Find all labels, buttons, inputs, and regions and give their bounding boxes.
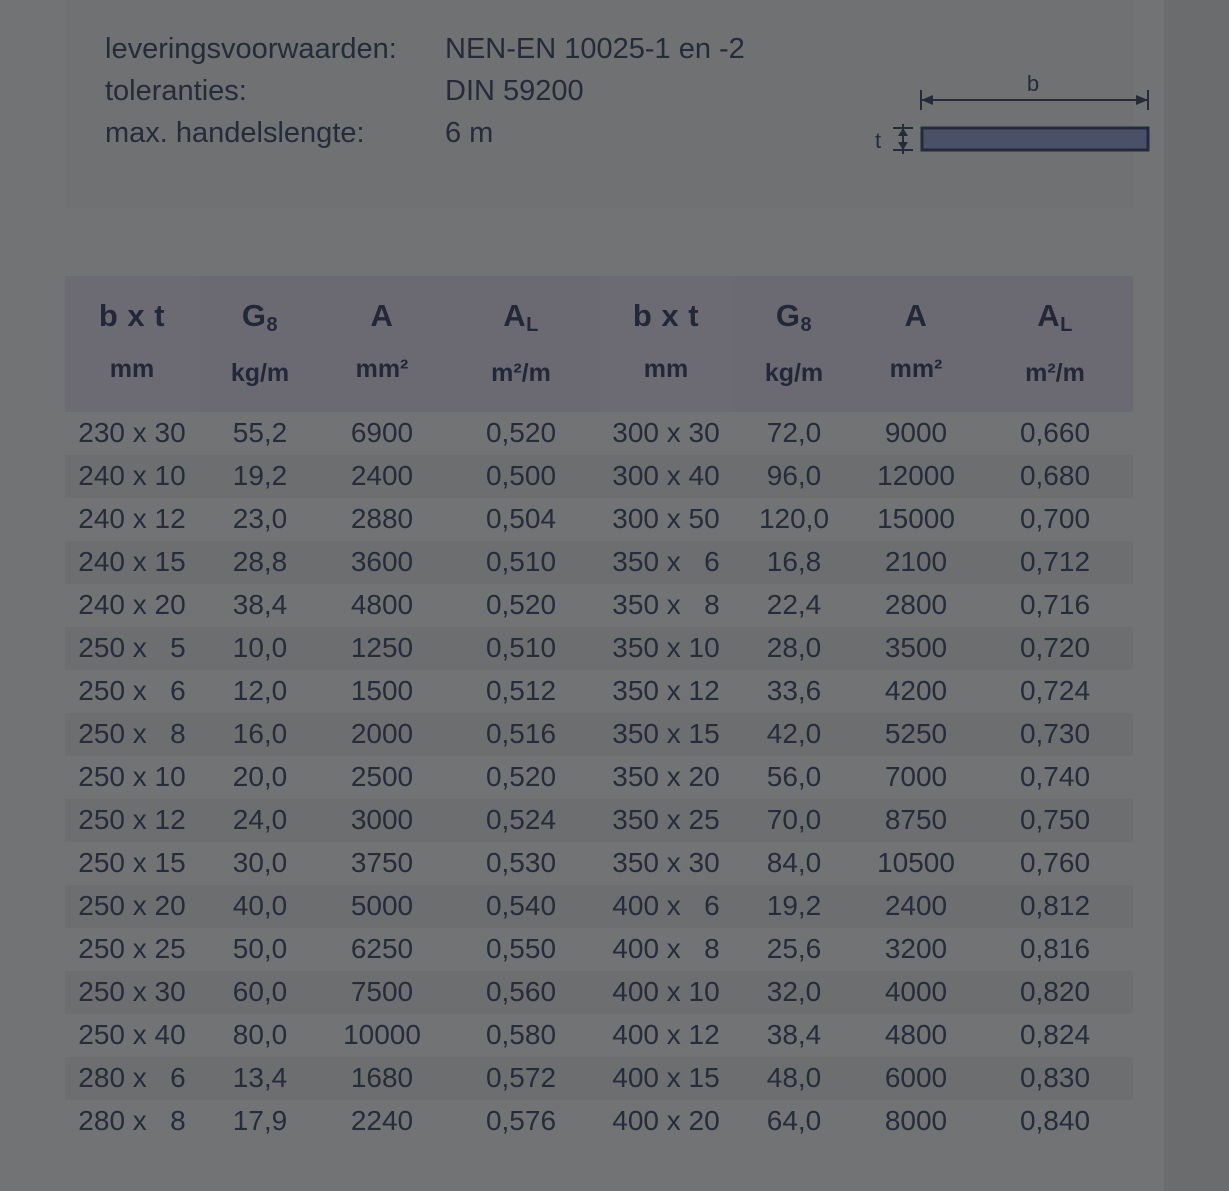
note-row: [105, 112, 745, 154]
table-cell: 400 x 10: [599, 971, 733, 1014]
table-cell: 350 x 30: [599, 842, 733, 885]
table-cell: 2400: [321, 455, 443, 498]
table-cell: 0,730: [977, 713, 1133, 756]
table-cell: 64,0: [733, 1100, 855, 1143]
header-symbol: $G_8$: [241, 298, 279, 336]
header-symbol: $A_L$: [503, 298, 539, 336]
table-row: [65, 799, 1133, 842]
header-unit: mm: [109, 355, 155, 383]
table-cell: 300 x 30: [599, 412, 733, 455]
flat-bar-dimensions-table: [65, 276, 1133, 1143]
table-cell: 0,580: [443, 1014, 599, 1057]
table-cell: 0,840: [977, 1100, 1133, 1143]
header-unit: mm²: [355, 355, 409, 383]
table-cell: 2100: [855, 541, 977, 584]
table-cell: 240 x 10: [65, 455, 199, 498]
table-row: [65, 541, 1133, 584]
table-cell: 48,0: [733, 1057, 855, 1100]
header-symbol: b x t: [98, 298, 166, 333]
table-cell: 120,0: [733, 498, 855, 541]
table-cell: 0,700: [977, 498, 1133, 541]
specification-notes: [105, 28, 745, 154]
table-cell: 72,0: [733, 412, 855, 455]
table-cell: 17,9: [199, 1100, 321, 1143]
table-cell: 0,660: [977, 412, 1133, 455]
table-row: [65, 885, 1133, 928]
table-cell: 400 x 12: [599, 1014, 733, 1057]
table-cell: 230 x 30: [65, 412, 199, 455]
table-cell: 280 x 8: [65, 1100, 199, 1143]
header-col-4: [599, 276, 733, 412]
table-cell: 350 x 20: [599, 756, 733, 799]
table-cell: 80,0: [199, 1014, 321, 1057]
table-row: [65, 756, 1133, 799]
table-cell: 1250: [321, 627, 443, 670]
table-cell: 250 x 6: [65, 670, 199, 713]
table-cell: 0,504: [443, 498, 599, 541]
table-cell: 12000: [855, 455, 977, 498]
right-gutter: [1164, 0, 1229, 1191]
table-cell: 0,824: [977, 1014, 1133, 1057]
table-cell: 13,4: [199, 1057, 321, 1100]
table-cell: 10000: [321, 1014, 443, 1057]
table-cell: 0,576: [443, 1100, 599, 1143]
header-unit: mm: [643, 355, 689, 383]
table-cell: 10500: [855, 842, 977, 885]
table-cell: 6900: [321, 412, 443, 455]
table-cell: 400 x 8: [599, 928, 733, 971]
table-cell: 22,4: [733, 584, 855, 627]
note-value-max-length: 6 m: [445, 117, 494, 149]
table-cell: 0,550: [443, 928, 599, 971]
table-cell: 24,0: [199, 799, 321, 842]
table-cell: 0,740: [977, 756, 1133, 799]
table-cell: 8000: [855, 1100, 977, 1143]
table-row: [65, 1057, 1133, 1100]
table-cell: 0,816: [977, 928, 1133, 971]
table-cell: 8750: [855, 799, 977, 842]
table-cell: 55,2: [199, 412, 321, 455]
table-cell: 19,2: [733, 885, 855, 928]
table-cell: 250 x 15: [65, 842, 199, 885]
table-cell: 350 x 8: [599, 584, 733, 627]
table-cell: 0,512: [443, 670, 599, 713]
table-cell: 250 x 10: [65, 756, 199, 799]
table-cell: 25,6: [733, 928, 855, 971]
table-cell: 400 x 15: [599, 1057, 733, 1100]
table-cell: 240 x 20: [65, 584, 199, 627]
table-cell: 0,760: [977, 842, 1133, 885]
table-cell: 0,524: [443, 799, 599, 842]
flat-bar-cross-section-diagram: [865, 66, 1165, 166]
table-cell: 350 x 10: [599, 627, 733, 670]
table-cell: 0,530: [443, 842, 599, 885]
table-row: [65, 498, 1133, 541]
table-cell: 3200: [855, 928, 977, 971]
table-row: [65, 1100, 1133, 1143]
dimension-label-t: t: [875, 128, 882, 153]
table-cell: 0,572: [443, 1057, 599, 1100]
note-label-max-length: max. handelslengte:: [105, 117, 365, 149]
table-cell: 6250: [321, 928, 443, 971]
header-unit: m²/m: [491, 359, 551, 387]
table-cell: 300 x 50: [599, 498, 733, 541]
header-symbol: A: [370, 298, 394, 333]
table-body: [65, 412, 1133, 1143]
table-cell: 2800: [855, 584, 977, 627]
table-cell: 16,0: [199, 713, 321, 756]
table-cell: 4800: [855, 1014, 977, 1057]
table-header-row: [65, 276, 1133, 412]
table-cell: 2240: [321, 1100, 443, 1143]
table-cell: 1500: [321, 670, 443, 713]
header-col-2: [321, 276, 443, 412]
table-row: [65, 584, 1133, 627]
table-cell: 240 x 12: [65, 498, 199, 541]
table-cell: 56,0: [733, 756, 855, 799]
table-row: [65, 971, 1133, 1014]
table-cell: 240 x 15: [65, 541, 199, 584]
table-cell: 7000: [855, 756, 977, 799]
table-header: [65, 276, 1133, 412]
flat-bar-dimensions-table-wrap: [65, 276, 1133, 1143]
table-cell: 5000: [321, 885, 443, 928]
table-cell: 1680: [321, 1057, 443, 1100]
header-col-6: [855, 276, 977, 412]
table-cell: 84,0: [733, 842, 855, 885]
table-cell: 0,510: [443, 541, 599, 584]
table-cell: 30,0: [199, 842, 321, 885]
table-cell: 300 x 40: [599, 455, 733, 498]
table-cell: 12,0: [199, 670, 321, 713]
table-cell: 4000: [855, 971, 977, 1014]
table-cell: 3500: [855, 627, 977, 670]
table-cell: 0,750: [977, 799, 1133, 842]
table-cell: 350 x 15: [599, 713, 733, 756]
header-symbol: $A_L$: [1037, 298, 1073, 336]
table-cell: 0,720: [977, 627, 1133, 670]
table-cell: 28,0: [733, 627, 855, 670]
header-symbol: $G_8$: [775, 298, 813, 336]
table-cell: 5250: [855, 713, 977, 756]
header-col-1: [199, 276, 321, 412]
table-cell: 0,540: [443, 885, 599, 928]
table-cell: 4800: [321, 584, 443, 627]
table-row: [65, 713, 1133, 756]
table-cell: 0,560: [443, 971, 599, 1014]
table-cell: 40,0: [199, 885, 321, 928]
note-row: [105, 28, 745, 70]
header-col-7: [977, 276, 1133, 412]
table-cell: 0,520: [443, 584, 599, 627]
table-cell: 0,680: [977, 455, 1133, 498]
table-cell: 0,820: [977, 971, 1133, 1014]
table-cell: 23,0: [199, 498, 321, 541]
table-cell: 38,4: [733, 1014, 855, 1057]
table-cell: 350 x 6: [599, 541, 733, 584]
table-cell: 10,0: [199, 627, 321, 670]
table-cell: 0,510: [443, 627, 599, 670]
table-cell: 16,8: [733, 541, 855, 584]
table-cell: 0,516: [443, 713, 599, 756]
note-value-tolerances: DIN 59200: [445, 75, 584, 107]
table-cell: 70,0: [733, 799, 855, 842]
table-cell: 28,8: [199, 541, 321, 584]
table-cell: 250 x 8: [65, 713, 199, 756]
table-cell: 250 x 30: [65, 971, 199, 1014]
table-cell: 250 x 20: [65, 885, 199, 928]
header-col-5: [733, 276, 855, 412]
table-cell: 3600: [321, 541, 443, 584]
table-cell: 33,6: [733, 670, 855, 713]
table-cell: 2880: [321, 498, 443, 541]
cross-section-svg: [865, 66, 1165, 166]
table-row: [65, 842, 1133, 885]
table-cell: 3750: [321, 842, 443, 885]
table-row: [65, 455, 1133, 498]
table-cell: 32,0: [733, 971, 855, 1014]
table-cell: 6000: [855, 1057, 977, 1100]
note-value-delivery-conditions: NEN-EN 10025-1 en -2: [445, 33, 745, 65]
note-row: [105, 70, 745, 112]
table-cell: 250 x 25: [65, 928, 199, 971]
table-cell: 7500: [321, 971, 443, 1014]
table-cell: 250 x 40: [65, 1014, 199, 1057]
table-cell: 250 x 5: [65, 627, 199, 670]
table-cell: 38,4: [199, 584, 321, 627]
header-unit: mm²: [889, 355, 943, 383]
table-cell: 350 x 25: [599, 799, 733, 842]
table-cell: 0,812: [977, 885, 1133, 928]
table-cell: 2000: [321, 713, 443, 756]
table-cell: 4200: [855, 670, 977, 713]
table-cell: 350 x 12: [599, 670, 733, 713]
table-row: [65, 627, 1133, 670]
table-cell: 400 x 6: [599, 885, 733, 928]
table-cell: 2400: [855, 885, 977, 928]
table-cell: 15000: [855, 498, 977, 541]
table-cell: 0,712: [977, 541, 1133, 584]
table-row: [65, 670, 1133, 713]
header-symbol: b x t: [632, 298, 700, 333]
table-cell: 400 x 20: [599, 1100, 733, 1143]
table-cell: 9000: [855, 412, 977, 455]
header-symbol: A: [904, 298, 928, 333]
table-cell: 19,2: [199, 455, 321, 498]
table-row: [65, 1014, 1133, 1057]
note-label-tolerances: toleranties:: [105, 75, 247, 107]
header-unit: kg/m: [764, 359, 824, 387]
note-label-delivery-conditions: leveringsvoorwaarden:: [105, 33, 397, 65]
table-row: [65, 928, 1133, 971]
table-cell: 0,500: [443, 455, 599, 498]
header-col-0: [65, 276, 199, 412]
table-cell: 96,0: [733, 455, 855, 498]
table-cell: 50,0: [199, 928, 321, 971]
header-col-3: [443, 276, 599, 412]
table-cell: 20,0: [199, 756, 321, 799]
table-cell: 60,0: [199, 971, 321, 1014]
header-unit: kg/m: [230, 359, 290, 387]
table-cell: 280 x 6: [65, 1057, 199, 1100]
table-cell: 2500: [321, 756, 443, 799]
table-cell: 250 x 12: [65, 799, 199, 842]
table-row: [65, 412, 1133, 455]
table-cell: 0,716: [977, 584, 1133, 627]
table-cell: 0,724: [977, 670, 1133, 713]
table-cell: 3000: [321, 799, 443, 842]
dimension-label-b: b: [1026, 71, 1040, 96]
header-unit: m²/m: [1025, 359, 1085, 387]
table-cell: 42,0: [733, 713, 855, 756]
specification-notes-block: [65, 0, 1133, 208]
table-cell: 0,830: [977, 1057, 1133, 1100]
table-cell: 0,520: [443, 412, 599, 455]
table-cell: 0,520: [443, 756, 599, 799]
